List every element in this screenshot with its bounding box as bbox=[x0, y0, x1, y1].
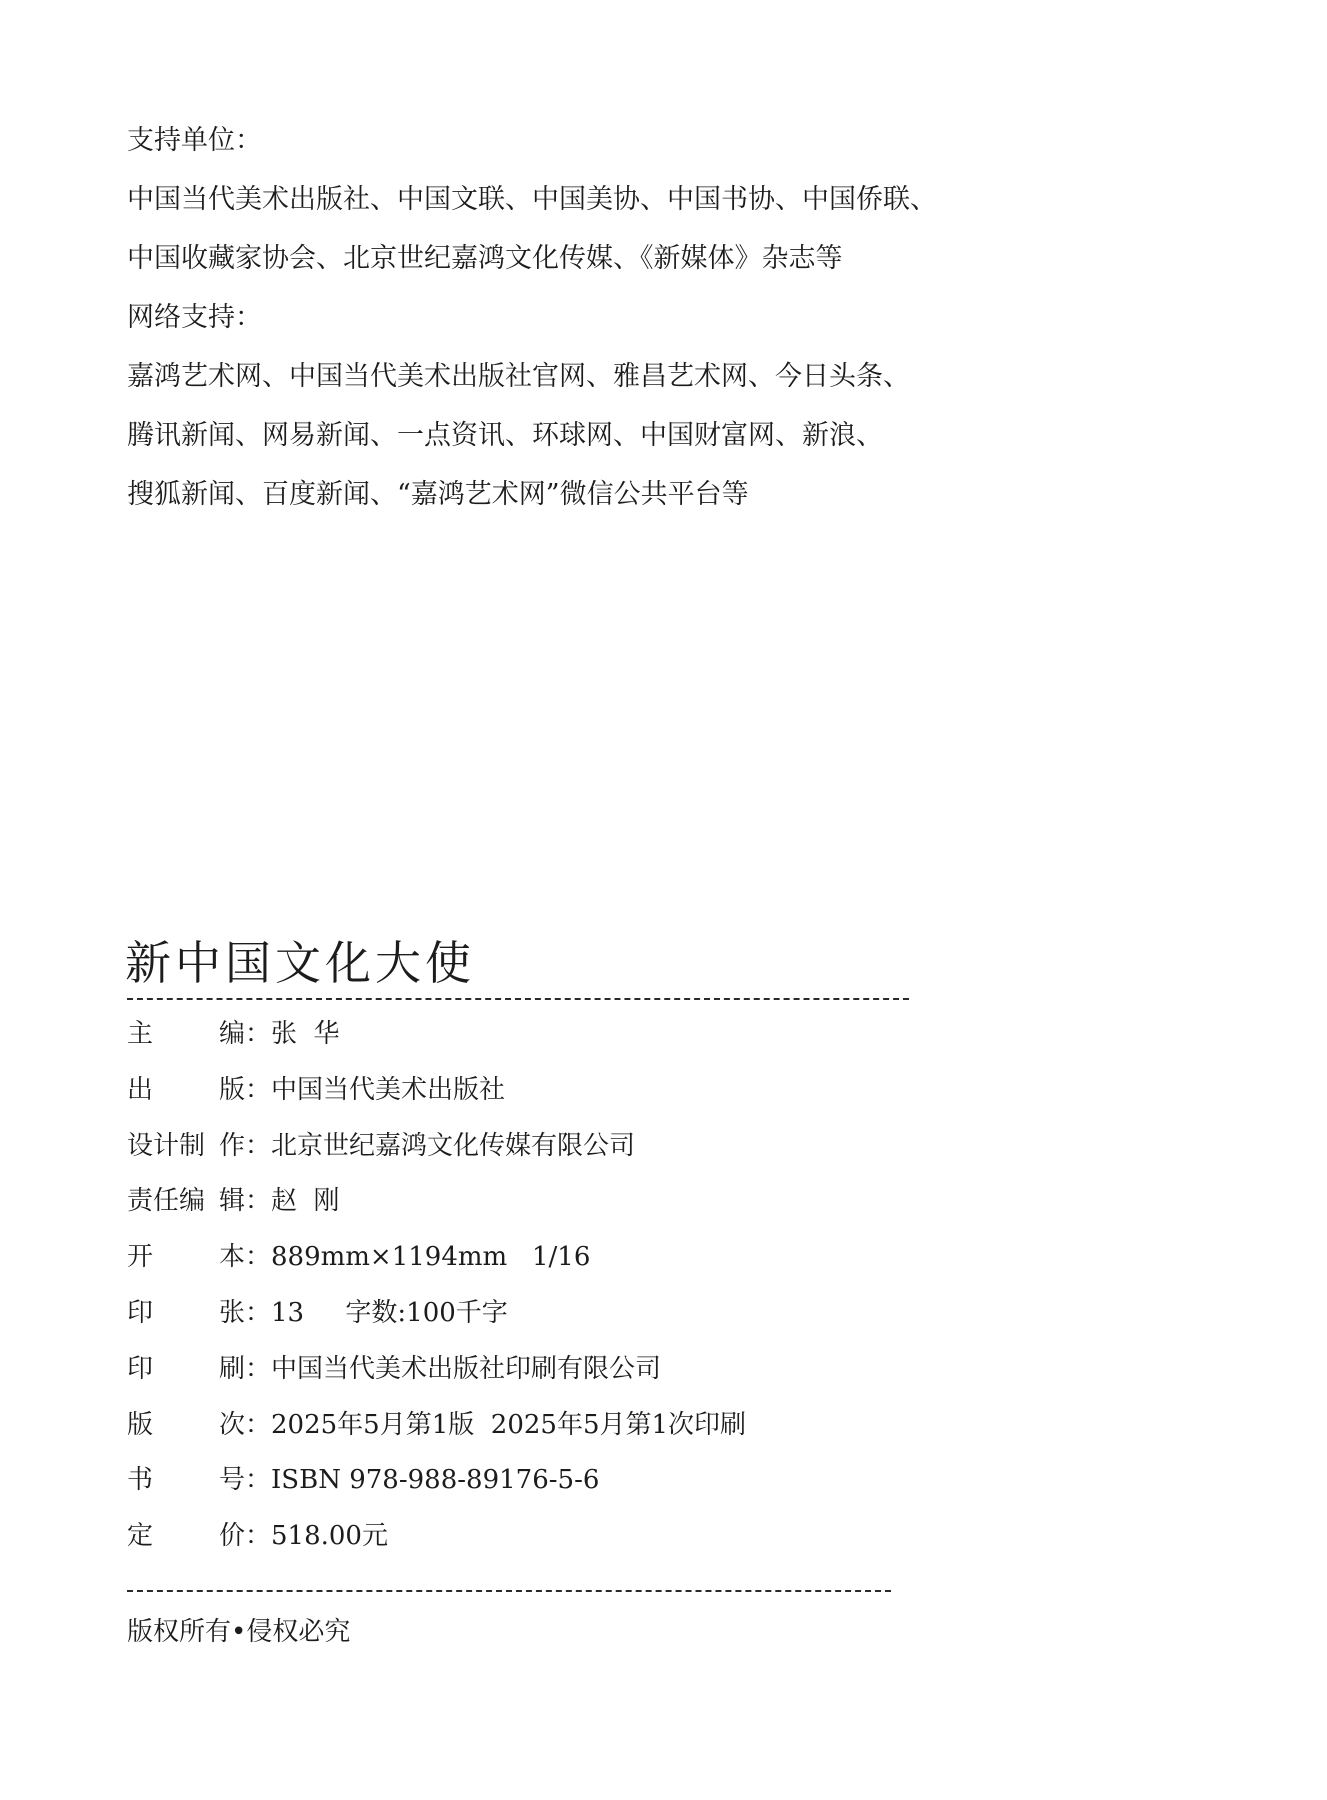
colophon-value: 北京世纪嘉鸿文化传媒有限公司 bbox=[271, 1130, 636, 1161]
colophon-value: ISBN 978-988-89176-5-6 bbox=[271, 1465, 600, 1496]
colophon-row-editor: 主 编 ： 张 华 bbox=[127, 1012, 746, 1068]
colophon-label: 出 版 bbox=[127, 1074, 245, 1105]
colophon-value: 中国当代美术出版社印刷有限公司 bbox=[271, 1353, 662, 1384]
colophon-value: 赵 刚 bbox=[271, 1186, 340, 1217]
colophon-value: 中国当代美术出版社 bbox=[271, 1074, 506, 1105]
colophon-row-printer: 印 刷 ： 中国当代美术出版社印刷有限公司 bbox=[127, 1347, 746, 1403]
colophon-value: 张 华 bbox=[271, 1019, 340, 1049]
colophon-label: 设计制 作 bbox=[127, 1130, 245, 1161]
colophon-label: 主 编 bbox=[127, 1019, 245, 1049]
footer-divider bbox=[127, 1590, 891, 1592]
colophon-row-price: 定 价 ： 518.00元 bbox=[127, 1514, 746, 1570]
support-line: 中国当代美术出版社、中国文联、中国美协、中国书协、中国侨联、 bbox=[127, 184, 937, 215]
colophon-value: 518.00元 bbox=[271, 1521, 388, 1552]
support-section bbox=[127, 120, 1227, 533]
copyright-notice: 版权所有•侵权必究 bbox=[127, 1617, 351, 1647]
title-divider bbox=[127, 998, 909, 1000]
colophon-label: 书 号 bbox=[127, 1465, 245, 1496]
colophon-row-sheets: 印 张 ： 13 字数:100千字 bbox=[127, 1291, 746, 1347]
colophon-label: 版 次 bbox=[127, 1409, 245, 1440]
colophon bbox=[127, 1012, 746, 1570]
colophon-row-isbn: 书 号 ： ISBN 978-988-89176-5-6 bbox=[127, 1458, 746, 1514]
colophon-row-edition: 版 次 ： 2025年5月第1版 2025年5月第1次印刷 bbox=[127, 1403, 746, 1459]
colophon-label: 印 张 bbox=[127, 1297, 245, 1328]
network-support-heading: 网络支持： bbox=[127, 302, 262, 333]
colophon-row-responsible-editor: 责任编 辑 ： 赵 刚 bbox=[127, 1179, 746, 1235]
support-heading: 支持单位： bbox=[127, 125, 262, 156]
network-support-line: 搜狐新闻、百度新闻、“嘉鸿艺术网”微信公共平台等 bbox=[127, 479, 749, 510]
colophon-row-format: 开 本 ： 889mm×1194mm 1/16 bbox=[127, 1235, 746, 1291]
support-line: 中国收藏家协会、北京世纪嘉鸿文化传媒、《新媒体》杂志等 bbox=[127, 243, 843, 274]
colophon-label: 定 价 bbox=[127, 1521, 245, 1552]
colophon-label: 印 刷 bbox=[127, 1353, 245, 1384]
colophon-value: 13 字数:100千字 bbox=[271, 1297, 508, 1328]
book-title: 新中国文化大使 bbox=[125, 936, 475, 990]
network-support-line: 嘉鸿艺术网、中国当代美术出版社官网、雅昌艺术网、今日头条、 bbox=[127, 361, 910, 392]
colophon-label: 开 本 bbox=[127, 1242, 245, 1273]
colophon-value: 2025年5月第1版 2025年5月第1次印刷 bbox=[271, 1409, 747, 1440]
colophon-label: 责任编 辑 bbox=[127, 1186, 245, 1217]
colophon-row-publisher: 出 版 ： 中国当代美术出版社 bbox=[127, 1068, 746, 1124]
colophon-row-design: 设计制 作 ： 北京世纪嘉鸿文化传媒有限公司 bbox=[127, 1124, 746, 1180]
colophon-value: 889mm×1194mm 1/16 bbox=[271, 1242, 591, 1273]
network-support-line: 腾讯新闻、网易新闻、一点资讯、环球网、中国财富网、新浪、 bbox=[127, 420, 883, 451]
